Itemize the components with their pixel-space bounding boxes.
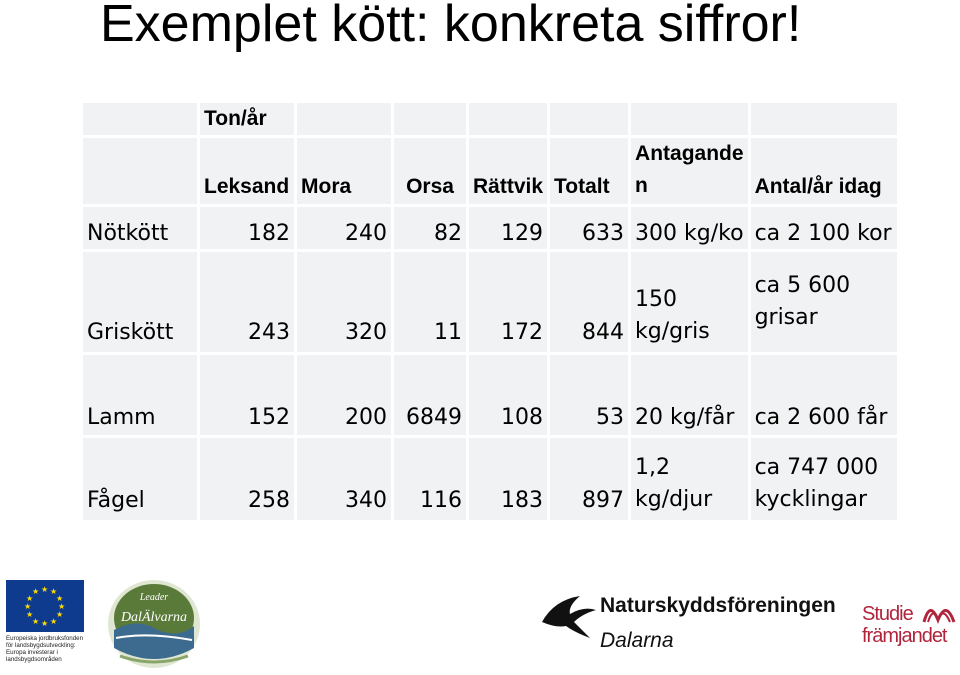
eu-caption: Europeiska jordbruksfonden för landsbygdsutveckling: Europa investerar i landsbygdsområden [6,635,84,663]
corner-cell [83,103,197,135]
cell-orsa: 11 [394,252,466,352]
eu-logo [6,580,84,666]
table-row [83,355,897,435]
nsf-region: Dalarna [600,629,674,652]
cell-antagande: 150 kg/gris [631,252,748,352]
studiefrämjandet-logo [860,598,956,658]
cell-antal: ca 5 600 grisar [751,252,897,352]
cell-antagande: 300 kg/ko [631,207,748,249]
header-antagande: Antagande n [631,138,748,204]
unit-label: Ton/år [200,103,294,135]
nsf-logo [540,590,840,660]
cell-orsa: 116 [394,438,466,520]
cell-orsa: 6849 [394,355,466,435]
row-label: Fågel [83,438,197,520]
cell-rattvik: 108 [469,355,547,435]
cell-antal: ca 2 100 kor [751,207,897,249]
cell-antagande: 20 kg/får [631,355,748,435]
header-leksand: Leksand [200,138,294,204]
cell-leksand: 258 [200,438,294,520]
page-title: Exemplet kött: konkreta siffror! [100,0,802,53]
row-label: Griskött [83,252,197,352]
table-unit-row [83,103,897,135]
sf-line1: Studie [862,603,913,625]
cell-totalt: 633 [550,207,628,249]
cell-rattvik: 172 [469,252,547,352]
cell-leksand: 182 [200,207,294,249]
table-row [83,252,897,352]
header-rattvik: Rättvik [469,138,547,204]
cell-totalt: 53 [550,355,628,435]
books-icon [922,598,956,624]
cell-orsa: 82 [394,207,466,249]
leader-name-text: DalÄlvarna [120,610,188,625]
header-orsa: Orsa [394,138,466,204]
table-header-row [83,138,897,204]
cell-totalt: 897 [550,438,628,520]
leader-top-text: Leader [139,592,169,603]
cell-leksand: 243 [200,252,294,352]
meat-table [80,100,900,523]
cell-mora: 240 [297,207,391,249]
header-totalt: Totalt [550,138,628,204]
leader-logo [106,578,202,670]
eu-flag-icon: ★ ★ ★ ★ ★ ★ ★ ★ ★ ★ ★ ★ [6,580,84,632]
cell-leksand: 152 [200,355,294,435]
cell-totalt: 844 [550,252,628,352]
header-mora: Mora [297,138,391,204]
cell-antal: ca 2 600 får [751,355,897,435]
cell-antal: ca 747 000 kycklingar [751,438,897,520]
cell-mora: 340 [297,438,391,520]
cell-mora: 320 [297,252,391,352]
swallow-bird-icon [540,592,598,640]
cell-rattvik: 183 [469,438,547,520]
row-label: Lamm [83,355,197,435]
table-row [83,438,897,520]
cell-antagande: 1,2 kg/djur [631,438,748,520]
cell-mora: 200 [297,355,391,435]
header-antal: Antal/år idag [751,138,897,204]
table-row [83,207,897,249]
row-label: Nötkött [83,207,197,249]
nsf-name: Naturskyddsföreningen [600,594,836,617]
cell-rattvik: 129 [469,207,547,249]
sf-line2: främjandet [862,625,947,647]
